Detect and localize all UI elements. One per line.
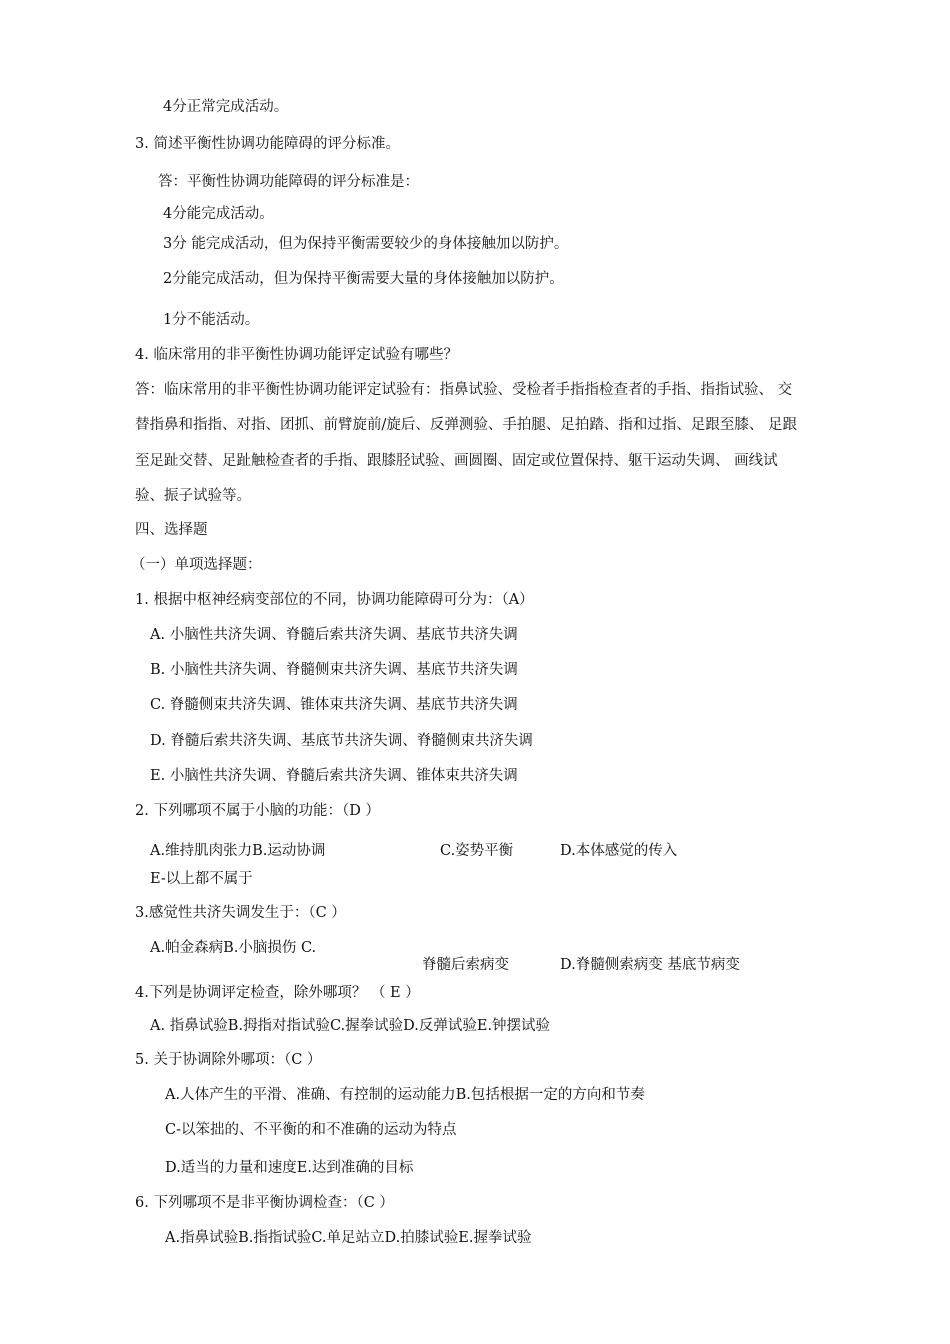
mc-question-1-option-a: A. 小脑性共济失调、脊髓后索共济失调、基底节共济失调 — [150, 627, 518, 643]
mc-question-3: 3.感觉性共济失调发生于：（C ） — [135, 905, 346, 921]
mc-question-2-options-ab: A.维持肌肉张力B.运动协调 — [150, 843, 326, 859]
answer-4-line-2: 替指鼻和指指、对指、团抓、前臂旋前/旋后、反弹测验、手拍腿、足拍踏、指和过指、足跟至膝、 足跟 — [135, 417, 797, 433]
mc-question-6-options: A.指鼻试验B.指指试验C.单足站立D.拍膝试验E.握拳试验 — [165, 1230, 532, 1246]
answer-3-score-2: 2分能完成活动，但为保持平衡需要大量的身体接触加以防护。 — [163, 271, 564, 287]
mc-question-1-option-b: B. 小脑性共济失调、脊髓侧束共济失调、基底节共济失调 — [150, 662, 518, 678]
mc-question-2-option-d: D.本体感觉的传入 — [560, 843, 678, 859]
mc-question-4: 4.下列是协调评定检查，除外哪项？ （ E ） — [135, 985, 420, 1001]
mc-question-1-option-e: E. 小脑性共济失调、脊髓后索共济失调、锥体束共济失调 — [150, 768, 518, 784]
mc-question-6: 6. 下列哪项不是非平衡协调检查：（C ） — [135, 1195, 394, 1211]
mc-question-5: 5. 关于协调除外哪项：（C ） — [135, 1052, 322, 1068]
answer-4-line-4: 验、振子试验等。 — [135, 488, 251, 504]
mc-question-3-options-de: D.脊髓侧索病变 基底节病变 — [560, 957, 740, 973]
mc-question-2: 2. 下列哪项不属于小脑的功能：（D ） — [135, 803, 380, 819]
mc-question-1-option-d: D. 脊髓后索共济失调、基底节共济失调、脊髓侧束共济失调 — [150, 733, 533, 749]
mc-question-1-option-c: C. 脊髓侧束共济失调、锥体束共济失调、基底节共济失调 — [150, 697, 518, 713]
mc-question-4-options: A. 指鼻试验B.拇指对指试验C.握拳试验D.反弹试验E.钟摆试验 — [150, 1018, 551, 1034]
subsection-heading-single-choice: （一）单项选择题： — [131, 557, 262, 573]
mc-question-2-option-c: C.姿势平衡 — [440, 843, 514, 859]
mc-question-5-option-c: C-以笨拙的、不平衡的和不准确的运动为特点 — [165, 1122, 457, 1138]
question-3: 3. 简述平衡性协调功能障碍的评分标准。 — [135, 136, 400, 152]
answer-3-score-3: 3分 能完成活动，但为保持平衡需要较少的身体接触加以防护。 — [163, 236, 569, 252]
answer-4-line-1: 答：临床常用的非平衡性协调功能评定试验有：指鼻试验、受检者手指指检查者的手指、指指试验、 交 — [135, 382, 793, 398]
question-4: 4. 临床常用的非平衡性协调功能评定试验有哪些？ — [135, 347, 458, 363]
answer-line-score-4-normal: 4分正常完成活动。 — [163, 99, 289, 115]
answer-3-intro: 答：平衡性协调功能障碍的评分标准是： — [158, 174, 419, 190]
mc-question-5-options-de: D.适当的力量和速度E.达到准确的目标 — [165, 1160, 414, 1176]
mc-question-1: 1. 根据中枢神经病变部位的不同，协调功能障碍可分为：（A） — [135, 592, 534, 608]
section-heading-choice: 四、选择题 — [135, 522, 208, 538]
mc-question-2-option-e: E-以上都不属于 — [150, 871, 253, 887]
mc-question-5-options-ab: A.人体产生的平滑、准确、有控制的运动能力B.包括根据一定的方向和节奏 — [165, 1087, 645, 1103]
mc-question-3-option-c-text: 脊髓后索病变 — [422, 957, 509, 973]
answer-4-line-3: 至足趾交替、足趾触检查者的手指、跟膝胫试验、画圆圈、固定或位置保持、躯干运动失调、 画线试 — [135, 453, 778, 469]
answer-3-score-1: 1分不能活动。 — [163, 312, 260, 328]
answer-3-score-4: 4分能完成活动。 — [163, 206, 274, 222]
mc-question-3-options-abc: A.帕金森病B.小脑损伤 C. — [150, 940, 317, 956]
